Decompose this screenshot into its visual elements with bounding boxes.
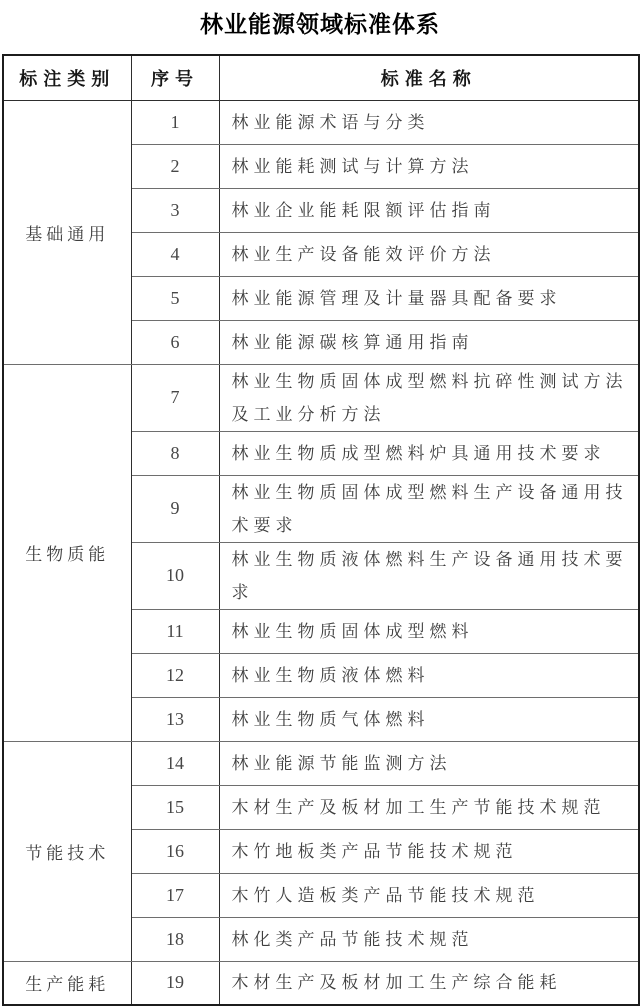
standard-name-cell: 木竹地板类产品节能技术规范 bbox=[219, 829, 639, 873]
serial-number-cell: 6 bbox=[131, 320, 219, 364]
category-cell: 基础通用 bbox=[3, 100, 131, 364]
table-row bbox=[3, 364, 639, 431]
standard-name-cell: 林业生物质成型燃料炉具通用技术要求 bbox=[219, 431, 639, 475]
standards-table-body bbox=[3, 100, 639, 1005]
standard-name-cell: 林业能源管理及计量器具配备要求 bbox=[219, 276, 639, 320]
serial-number-cell: 2 bbox=[131, 144, 219, 188]
column-header-name: 标准名称 bbox=[219, 55, 639, 100]
table-row bbox=[3, 100, 639, 144]
category-cell: 节能技术 bbox=[3, 741, 131, 961]
standard-name-cell: 林业企业能耗限额评估指南 bbox=[219, 188, 639, 232]
standard-name-cell: 木材生产及板材加工生产综合能耗 bbox=[219, 961, 639, 1005]
serial-number-cell: 7 bbox=[131, 364, 219, 431]
serial-number-cell: 10 bbox=[131, 542, 219, 609]
header-row bbox=[3, 55, 639, 100]
category-cell: 生产能耗 bbox=[3, 961, 131, 1005]
standards-table bbox=[2, 54, 640, 1006]
standard-name-cell: 林业生产设备能效评价方法 bbox=[219, 232, 639, 276]
standard-name-cell: 林业生物质固体成型燃料抗碎性测试方法及工业分析方法 bbox=[219, 364, 639, 431]
serial-number-cell: 8 bbox=[131, 431, 219, 475]
standard-name-cell: 林业生物质液体燃料生产设备通用技术要求 bbox=[219, 542, 639, 609]
table-row bbox=[3, 741, 639, 785]
serial-number-cell: 4 bbox=[131, 232, 219, 276]
serial-number-cell: 19 bbox=[131, 961, 219, 1005]
serial-number-cell: 1 bbox=[131, 100, 219, 144]
standard-name-cell: 木材生产及板材加工生产节能技术规范 bbox=[219, 785, 639, 829]
serial-number-cell: 14 bbox=[131, 741, 219, 785]
serial-number-cell: 11 bbox=[131, 609, 219, 653]
standard-name-cell: 林业能源术语与分类 bbox=[219, 100, 639, 144]
table-header bbox=[3, 55, 639, 100]
serial-number-cell: 15 bbox=[131, 785, 219, 829]
standard-name-cell: 林业生物质固体成型燃料生产设备通用技术要求 bbox=[219, 475, 639, 542]
standard-name-cell: 林业生物质固体成型燃料 bbox=[219, 609, 639, 653]
page-title: 林业能源领域标准体系 bbox=[200, 12, 440, 37]
standard-name-cell: 林业能源节能监测方法 bbox=[219, 741, 639, 785]
serial-number-cell: 5 bbox=[131, 276, 219, 320]
standard-name-cell: 林业生物质液体燃料 bbox=[219, 653, 639, 697]
column-header-number: 序号 bbox=[131, 55, 219, 100]
serial-number-cell: 18 bbox=[131, 917, 219, 961]
serial-number-cell: 3 bbox=[131, 188, 219, 232]
category-cell: 生物质能 bbox=[3, 364, 131, 741]
serial-number-cell: 17 bbox=[131, 873, 219, 917]
standard-name-cell: 林业能源碳核算通用指南 bbox=[219, 320, 639, 364]
standard-name-cell: 木竹人造板类产品节能技术规范 bbox=[219, 873, 639, 917]
table-row bbox=[3, 961, 639, 1005]
standard-name-cell: 林业生物质气体燃料 bbox=[219, 697, 639, 741]
serial-number-cell: 12 bbox=[131, 653, 219, 697]
column-header-category: 标注类别 bbox=[3, 55, 131, 100]
serial-number-cell: 16 bbox=[131, 829, 219, 873]
standard-name-cell: 林业能耗测试与计算方法 bbox=[219, 144, 639, 188]
serial-number-cell: 13 bbox=[131, 697, 219, 741]
standard-name-cell: 林化类产品节能技术规范 bbox=[219, 917, 639, 961]
serial-number-cell: 9 bbox=[131, 475, 219, 542]
